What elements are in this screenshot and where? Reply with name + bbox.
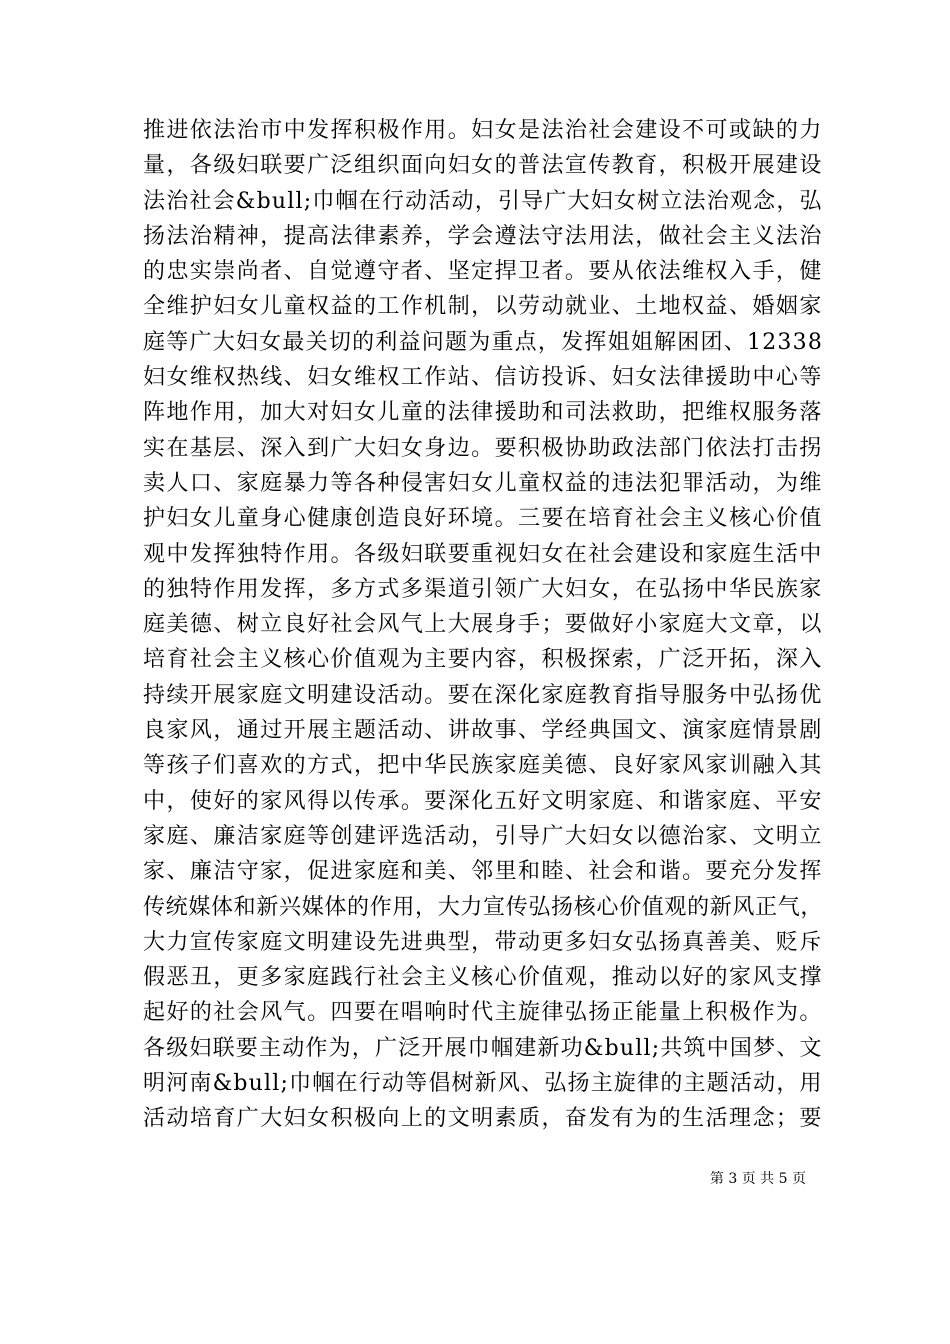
text-line: 观中发挥独特作用。各级妇联要重视妇女在社会建设和家庭生活中 [143, 541, 823, 567]
text-line: 阵地作用，加大对妇女儿童的法律援助和司法救助，把维权服务落 [143, 400, 823, 426]
text-line: 培育社会主义核心价值观为主要内容，积极探索，广泛开拓，深入 [143, 647, 823, 673]
text-line: 起好的社会风气。四要在唱响时代主旋律弘扬正能量上积极作为。 [143, 1000, 823, 1026]
text-line: 大力宣传家庭文明建设先进典型，带动更多妇女弘扬真善美、贬斥 [143, 929, 823, 955]
text-line: 等孩子们喜欢的方式，把中华民族家庭美德、良好家风家训融入其 [143, 753, 823, 779]
text-line: 的独特作用发挥，多方式多渠道引领广大妇女，在弘扬中华民族家 [143, 576, 823, 602]
text-line: 家庭、廉洁家庭等创建评选活动，引导广大妇女以德治家、文明立 [143, 823, 823, 849]
text-line: 全维护妇女儿童权益的工作机制，以劳动就业、土地权益、婚姻家 [143, 294, 823, 320]
text-line: 推进依法治市中发挥积极作用。妇女是法治社会建设不可或缺的力 [143, 118, 823, 143]
text-line: 量，各级妇联要广泛组织面向妇女的普法宣传教育，积极开展建设 [143, 153, 823, 179]
text-line: 家、廉洁守家，促进家庭和美、邻里和睦、社会和谐。要充分发挥 [143, 859, 823, 885]
text-line: 持续开展家庭文明建设活动。要在深化家庭教育指导服务中弘扬优 [143, 682, 823, 708]
text-line: 各级妇联要主动作为，广泛开展巾帼建新功&bull;共筑中国梦、文 [143, 1035, 823, 1061]
body-text [143, 113, 823, 1137]
page-number: 第 3 页 共 5 页 [709, 1171, 806, 1187]
text-line: 庭等广大妇女最关切的利益问题为重点，发挥姐姐解困团、12338 [143, 329, 824, 355]
text-line: 传统媒体和新兴媒体的作用，大力宣传弘扬核心价值观的新风正气， [143, 894, 824, 920]
text-line: 扬法治精神，提高法律素养，学会遵法守法用法，做社会主义法治 [143, 223, 823, 249]
text-line: 卖人口、家庭暴力等各种侵害妇女儿童权益的违法犯罪活动，为维 [143, 470, 823, 496]
text-line: 法治社会&bull;巾帼在行动活动，引导广大妇女树立法治观念，弘 [143, 188, 823, 214]
text-line: 中，使好的家风得以传承。要深化五好文明家庭、和谐家庭、平安 [143, 788, 823, 814]
text-line: 护妇女儿童身心健康创造良好环境。三要在培育社会主义核心价值 [143, 506, 823, 532]
text-line: 庭美德、树立良好社会风气上大展身手；要做好小家庭大文章，以 [143, 612, 823, 638]
text-line: 假恶丑，更多家庭践行社会主义核心价值观，推动以好的家风支撑 [143, 965, 823, 991]
text-line: 活动培育广大妇女积极向上的文明素质，奋发有为的生活理念；要 [143, 1106, 823, 1132]
text-line: 实在基层、深入到广大妇女身边。要积极协助政法部门依法打击拐 [143, 435, 823, 461]
text-line: 的忠实崇尚者、自觉遵守者、坚定捍卫者。要从依法维权入手，健 [143, 259, 823, 285]
text-line: 明河南&bull;巾帼在行动等倡树新风、弘扬主旋律的主题活动，用 [143, 1071, 823, 1097]
text-line: 良家风，通过开展主题活动、讲故事、学经典国文、演家庭情景剧 [143, 718, 823, 744]
text-line: 妇女维权热线、妇女维权工作站、信访投诉、妇女法律援助中心等 [143, 365, 823, 391]
